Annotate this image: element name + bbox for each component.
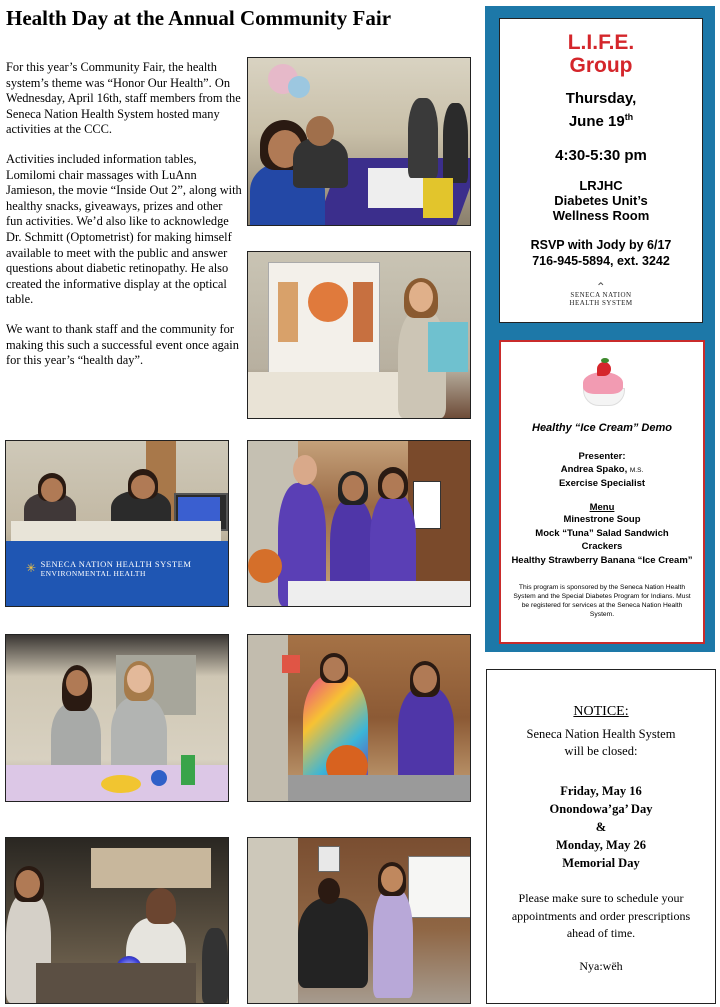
photo-optical-display — [247, 251, 471, 419]
snhs-logo: ⌃ SENECA NATION HEALTH SYSTEM — [500, 283, 702, 307]
article-paragraph: Activities included information tables, Lomilomi chair massages with LuAnn Jamieson, the movie “Inside Out 2”, along with healthy snacks, giveaways, prizes and other fun activities. We’d also like to acknowledge Dr. Schmitt (Optometrist) for making himself available to meet with the public and answer questions about diabetic retinopathy. He also created the informative display at the optical table. — [6, 151, 242, 307]
photo-uv-station — [5, 837, 229, 1004]
menu-item: Crackers — [581, 541, 623, 552]
ice-cream-demo-card — [499, 340, 705, 644]
snhs-logo-icon: ⌃ — [595, 280, 607, 294]
snhs-star-icon: ✳ — [26, 561, 37, 575]
notice-heading: NOTICE: — [573, 704, 629, 719]
notice-signoff: Nya:wëh — [579, 958, 623, 973]
life-group-panel — [485, 6, 715, 330]
photo-vr-demo — [247, 634, 471, 802]
demo-presenter: Presenter: Andrea Spako, M.S. Exercise Specialist — [558, 451, 646, 489]
menu-item: Healthy Strawberry Banana “Ice Cream” — [511, 554, 693, 566]
life-group-card — [499, 18, 703, 323]
menu-item: Minestrone Soup — [563, 514, 641, 525]
demo-menu-heading: Menu — [589, 502, 615, 513]
article-body — [6, 60, 242, 383]
demo-title: Healthy “Ice Cream” Demo — [532, 422, 672, 434]
photo-environmental-table — [5, 440, 229, 607]
notice-dates: Friday, May 16 Onondowa’ga’ Day & Monday, May 26 Memorial Day — [549, 784, 653, 870]
ice-cream-demo-panel — [485, 330, 715, 652]
banner-text: ✳ SENECA NATION HEALTH SYSTEM ENVIRONMENTAL HEALTH — [26, 559, 192, 578]
notice-body: Seneca Nation Health System will be closed: — [526, 727, 676, 758]
life-group-time: 4:30-5:30 pm — [555, 147, 647, 164]
article-paragraph: We want to thank staff and the community for making this such a successful event once again for this year’s “health day”. — [6, 321, 239, 368]
notice-reminder: Please make sure to schedule your appointments and order prescriptions ahead of time. — [511, 891, 691, 940]
page-title: Health Day at the Annual Community Fair — [6, 6, 392, 30]
life-group-date: Thursday, June 19th — [565, 90, 637, 130]
photo-staff-purple — [247, 440, 471, 607]
photo-staff-jackets — [5, 634, 229, 802]
life-group-rsvp: RSVP with Jody by 6/17 716-945-5894, ext. 3242 — [530, 238, 672, 268]
ice-cream-photo — [577, 358, 629, 410]
article-paragraph: For this year’s Community Fair, the health system’s theme was “Honor Our Health”. On Wednesday, April 16th, staff members from the Seneca Nation Health System hosted many activities at the CCC. — [6, 60, 241, 137]
demo-sponsor-note: This program is sponsored by the Seneca Nation Health System and the Special Diabetes Program for Indians. Must be registered for services at the Seneca Nation Health System. — [513, 584, 691, 618]
demo-menu-list — [501, 513, 703, 567]
life-group-title: L.I.F.E. Group — [567, 31, 635, 77]
life-group-location: LRJHC Diabetes Unit’s Wellness Room — [552, 178, 650, 223]
photo-chair-massage — [247, 837, 471, 1004]
photo-info-table — [247, 57, 471, 226]
menu-item: Mock “Tuna” Salad Sandwich — [535, 527, 669, 539]
closure-notice — [486, 669, 716, 1004]
